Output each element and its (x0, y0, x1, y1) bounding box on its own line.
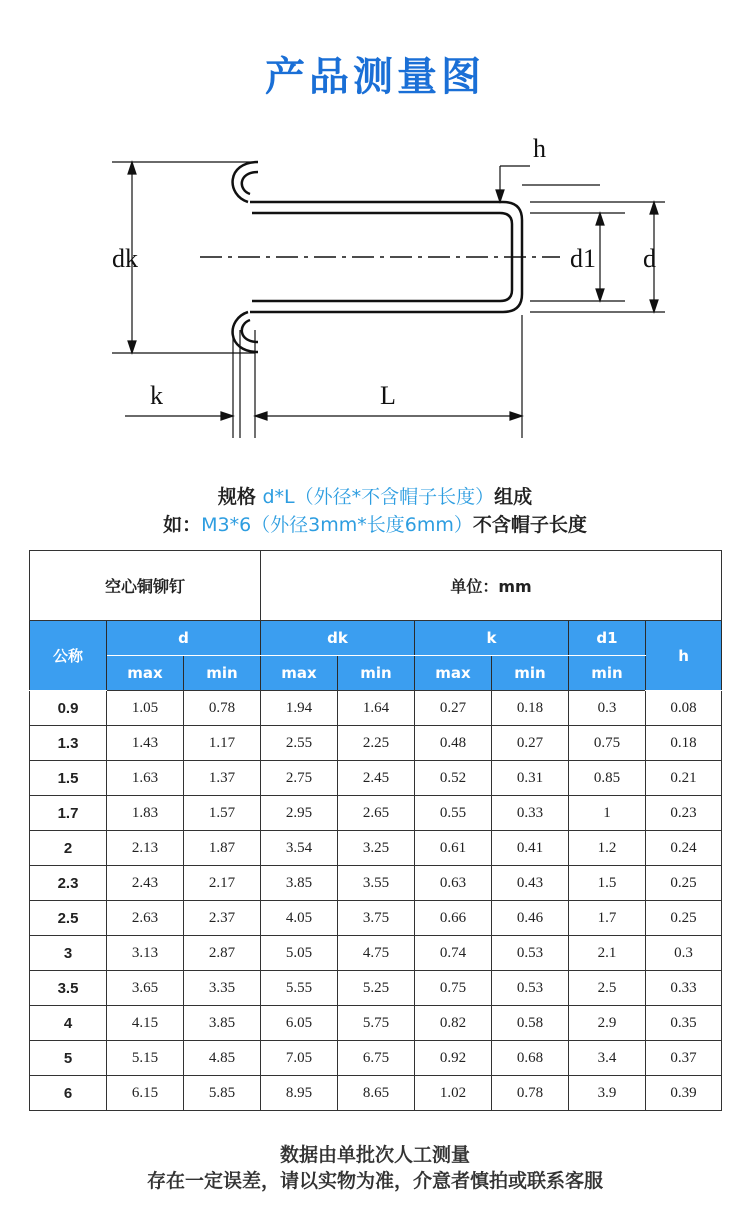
value-cell: 3.9 (569, 1076, 646, 1111)
value-cell: 4.75 (338, 936, 415, 971)
value-cell: 2.9 (569, 1006, 646, 1041)
value-cell: 3.65 (107, 971, 184, 1006)
value-cell: 3.85 (261, 866, 338, 901)
spec-line-1 (0, 482, 750, 509)
value-cell: 3.75 (338, 901, 415, 936)
spec-line-1-prefix: 规格 (217, 486, 263, 508)
subheader-k-min: min (492, 656, 569, 691)
spec-line-1-suffix: 组成 (494, 486, 533, 508)
nominal-cell: 1.3 (30, 726, 107, 761)
value-cell: 0.25 (646, 866, 722, 901)
value-cell: 5.25 (338, 971, 415, 1006)
value-cell: 1.64 (338, 691, 415, 726)
value-cell: 0.33 (492, 796, 569, 831)
product-name-cell: 空心铜铆钉 (30, 551, 261, 621)
subheader-d-max: max (107, 656, 184, 691)
value-cell: 0.55 (415, 796, 492, 831)
value-cell: 0.75 (415, 971, 492, 1006)
spec-line-2 (0, 510, 750, 537)
value-cell: 0.58 (492, 1006, 569, 1041)
value-cell: 2.5 (569, 971, 646, 1006)
value-cell: 0.61 (415, 831, 492, 866)
value-cell: 0.33 (646, 971, 722, 1006)
nominal-cell: 3.5 (30, 971, 107, 1006)
rivet-measurement-diagram (0, 120, 750, 450)
value-cell: 0.25 (646, 901, 722, 936)
value-cell: 1.43 (107, 726, 184, 761)
value-cell: 0.53 (492, 936, 569, 971)
value-cell: 2.63 (107, 901, 184, 936)
specification-table (29, 550, 722, 1111)
value-cell: 2.1 (569, 936, 646, 971)
nominal-cell: 3 (30, 936, 107, 971)
nominal-cell: 2.5 (30, 901, 107, 936)
value-cell: 2.13 (107, 831, 184, 866)
value-cell: 4.15 (107, 1006, 184, 1041)
value-cell: 2.87 (184, 936, 261, 971)
header-k: k (415, 621, 569, 656)
value-cell: 2.65 (338, 796, 415, 831)
table-row (30, 866, 722, 901)
value-cell: 1.7 (569, 901, 646, 936)
page-title: 产品测量图 (265, 54, 485, 100)
label-d: d (643, 244, 656, 273)
value-cell: 0.18 (646, 726, 722, 761)
value-cell: 1.02 (415, 1076, 492, 1111)
spec-line-2-suffix: 不含帽子长度 (472, 514, 587, 536)
label-k: k (150, 381, 163, 410)
value-cell: 0.31 (492, 761, 569, 796)
table-row (30, 761, 722, 796)
value-cell: 5.85 (184, 1076, 261, 1111)
table-row (30, 936, 722, 971)
value-cell: 8.65 (338, 1076, 415, 1111)
spec-line-2-prefix: 如： (163, 514, 202, 536)
value-cell: 1.2 (569, 831, 646, 866)
value-cell: 2.55 (261, 726, 338, 761)
table-row (30, 1006, 722, 1041)
value-cell: 2.45 (338, 761, 415, 796)
spec-line-2-highlight: M3*6（外径3mm*长度6mm） (201, 514, 473, 536)
value-cell: 0.21 (646, 761, 722, 796)
subheader-dk-max: max (261, 656, 338, 691)
table-row (30, 726, 722, 761)
value-cell: 3.4 (569, 1041, 646, 1076)
value-cell: 6.05 (261, 1006, 338, 1041)
value-cell: 0.68 (492, 1041, 569, 1076)
table-row (30, 691, 722, 726)
value-cell: 5.75 (338, 1006, 415, 1041)
value-cell: 1.05 (107, 691, 184, 726)
footer-note-1: 数据由单批次人工测量 (279, 1144, 470, 1166)
table-row (30, 831, 722, 866)
label-h: h (533, 134, 546, 163)
value-cell: 0.23 (646, 796, 722, 831)
value-cell: 0.24 (646, 831, 722, 866)
value-cell: 1.94 (261, 691, 338, 726)
value-cell: 0.48 (415, 726, 492, 761)
value-cell: 6.15 (107, 1076, 184, 1111)
value-cell: 0.53 (492, 971, 569, 1006)
value-cell: 0.18 (492, 691, 569, 726)
table-row (30, 796, 722, 831)
value-cell: 2.37 (184, 901, 261, 936)
value-cell: 1.87 (184, 831, 261, 866)
value-cell: 2.95 (261, 796, 338, 831)
value-cell: 6.75 (338, 1041, 415, 1076)
footer-note-2: 存在一定误差，请以实物为准，介意者慎拍或联系客服 (146, 1170, 603, 1192)
value-cell: 0.37 (646, 1041, 722, 1076)
table-row (30, 971, 722, 1006)
value-cell: 0.75 (569, 726, 646, 761)
value-cell: 1 (569, 796, 646, 831)
value-cell: 1.5 (569, 866, 646, 901)
value-cell: 3.54 (261, 831, 338, 866)
value-cell: 0.52 (415, 761, 492, 796)
value-cell: 0.39 (646, 1076, 722, 1111)
value-cell: 4.05 (261, 901, 338, 936)
nominal-cell: 0.9 (30, 691, 107, 726)
subheader-d-min: min (184, 656, 261, 691)
nominal-cell: 5 (30, 1041, 107, 1076)
nominal-cell: 4 (30, 1006, 107, 1041)
header-h: h (646, 621, 722, 691)
value-cell: 0.3 (646, 936, 722, 971)
rivet-head-bottom-outer (233, 312, 258, 352)
value-cell: 0.35 (646, 1006, 722, 1041)
value-cell: 2.25 (338, 726, 415, 761)
unit-cell: 单位：mm (261, 551, 722, 621)
value-cell: 0.92 (415, 1041, 492, 1076)
value-cell: 0.46 (492, 901, 569, 936)
value-cell: 0.41 (492, 831, 569, 866)
value-cell: 2.75 (261, 761, 338, 796)
header-nominal: 公称 (30, 621, 107, 691)
value-cell: 5.55 (261, 971, 338, 1006)
value-cell: 1.57 (184, 796, 261, 831)
nominal-cell: 2 (30, 831, 107, 866)
label-dk: dk (112, 244, 138, 273)
value-cell: 1.17 (184, 726, 261, 761)
value-cell: 5.05 (261, 936, 338, 971)
value-cell: 0.78 (184, 691, 261, 726)
value-cell: 0.27 (492, 726, 569, 761)
rivet-head-top-outer (233, 162, 258, 202)
subheader-d1-min: min (569, 656, 646, 691)
value-cell: 3.25 (338, 831, 415, 866)
label-d1: d1 (570, 244, 596, 273)
value-cell: 3.85 (184, 1006, 261, 1041)
value-cell: 0.3 (569, 691, 646, 726)
value-cell: 0.66 (415, 901, 492, 936)
value-cell: 2.43 (107, 866, 184, 901)
value-cell: 2.17 (184, 866, 261, 901)
table-row (30, 1041, 722, 1076)
nominal-cell: 6 (30, 1076, 107, 1111)
value-cell: 0.43 (492, 866, 569, 901)
value-cell: 3.35 (184, 971, 261, 1006)
header-d1: d1 (569, 621, 646, 656)
value-cell: 7.05 (261, 1041, 338, 1076)
value-cell: 0.78 (492, 1076, 569, 1111)
nominal-cell: 1.7 (30, 796, 107, 831)
header-dk: dk (261, 621, 415, 656)
value-cell: 4.85 (184, 1041, 261, 1076)
value-cell: 1.37 (184, 761, 261, 796)
spec-line-1-highlight: d*L（外径*不含帽子长度） (262, 486, 495, 508)
nominal-cell: 2.3 (30, 866, 107, 901)
header-d: d (107, 621, 261, 656)
value-cell: 1.83 (107, 796, 184, 831)
value-cell: 0.82 (415, 1006, 492, 1041)
table-row (30, 1076, 722, 1111)
table-row (30, 901, 722, 936)
value-cell: 8.95 (261, 1076, 338, 1111)
value-cell: 0.63 (415, 866, 492, 901)
nominal-cell: 1.5 (30, 761, 107, 796)
value-cell: 0.85 (569, 761, 646, 796)
value-cell: 1.63 (107, 761, 184, 796)
value-cell: 0.08 (646, 691, 722, 726)
value-cell: 0.27 (415, 691, 492, 726)
subheader-dk-min: min (338, 656, 415, 691)
value-cell: 0.74 (415, 936, 492, 971)
label-L: L (380, 381, 396, 410)
value-cell: 5.15 (107, 1041, 184, 1076)
value-cell: 3.55 (338, 866, 415, 901)
value-cell: 3.13 (107, 936, 184, 971)
subheader-k-max: max (415, 656, 492, 691)
